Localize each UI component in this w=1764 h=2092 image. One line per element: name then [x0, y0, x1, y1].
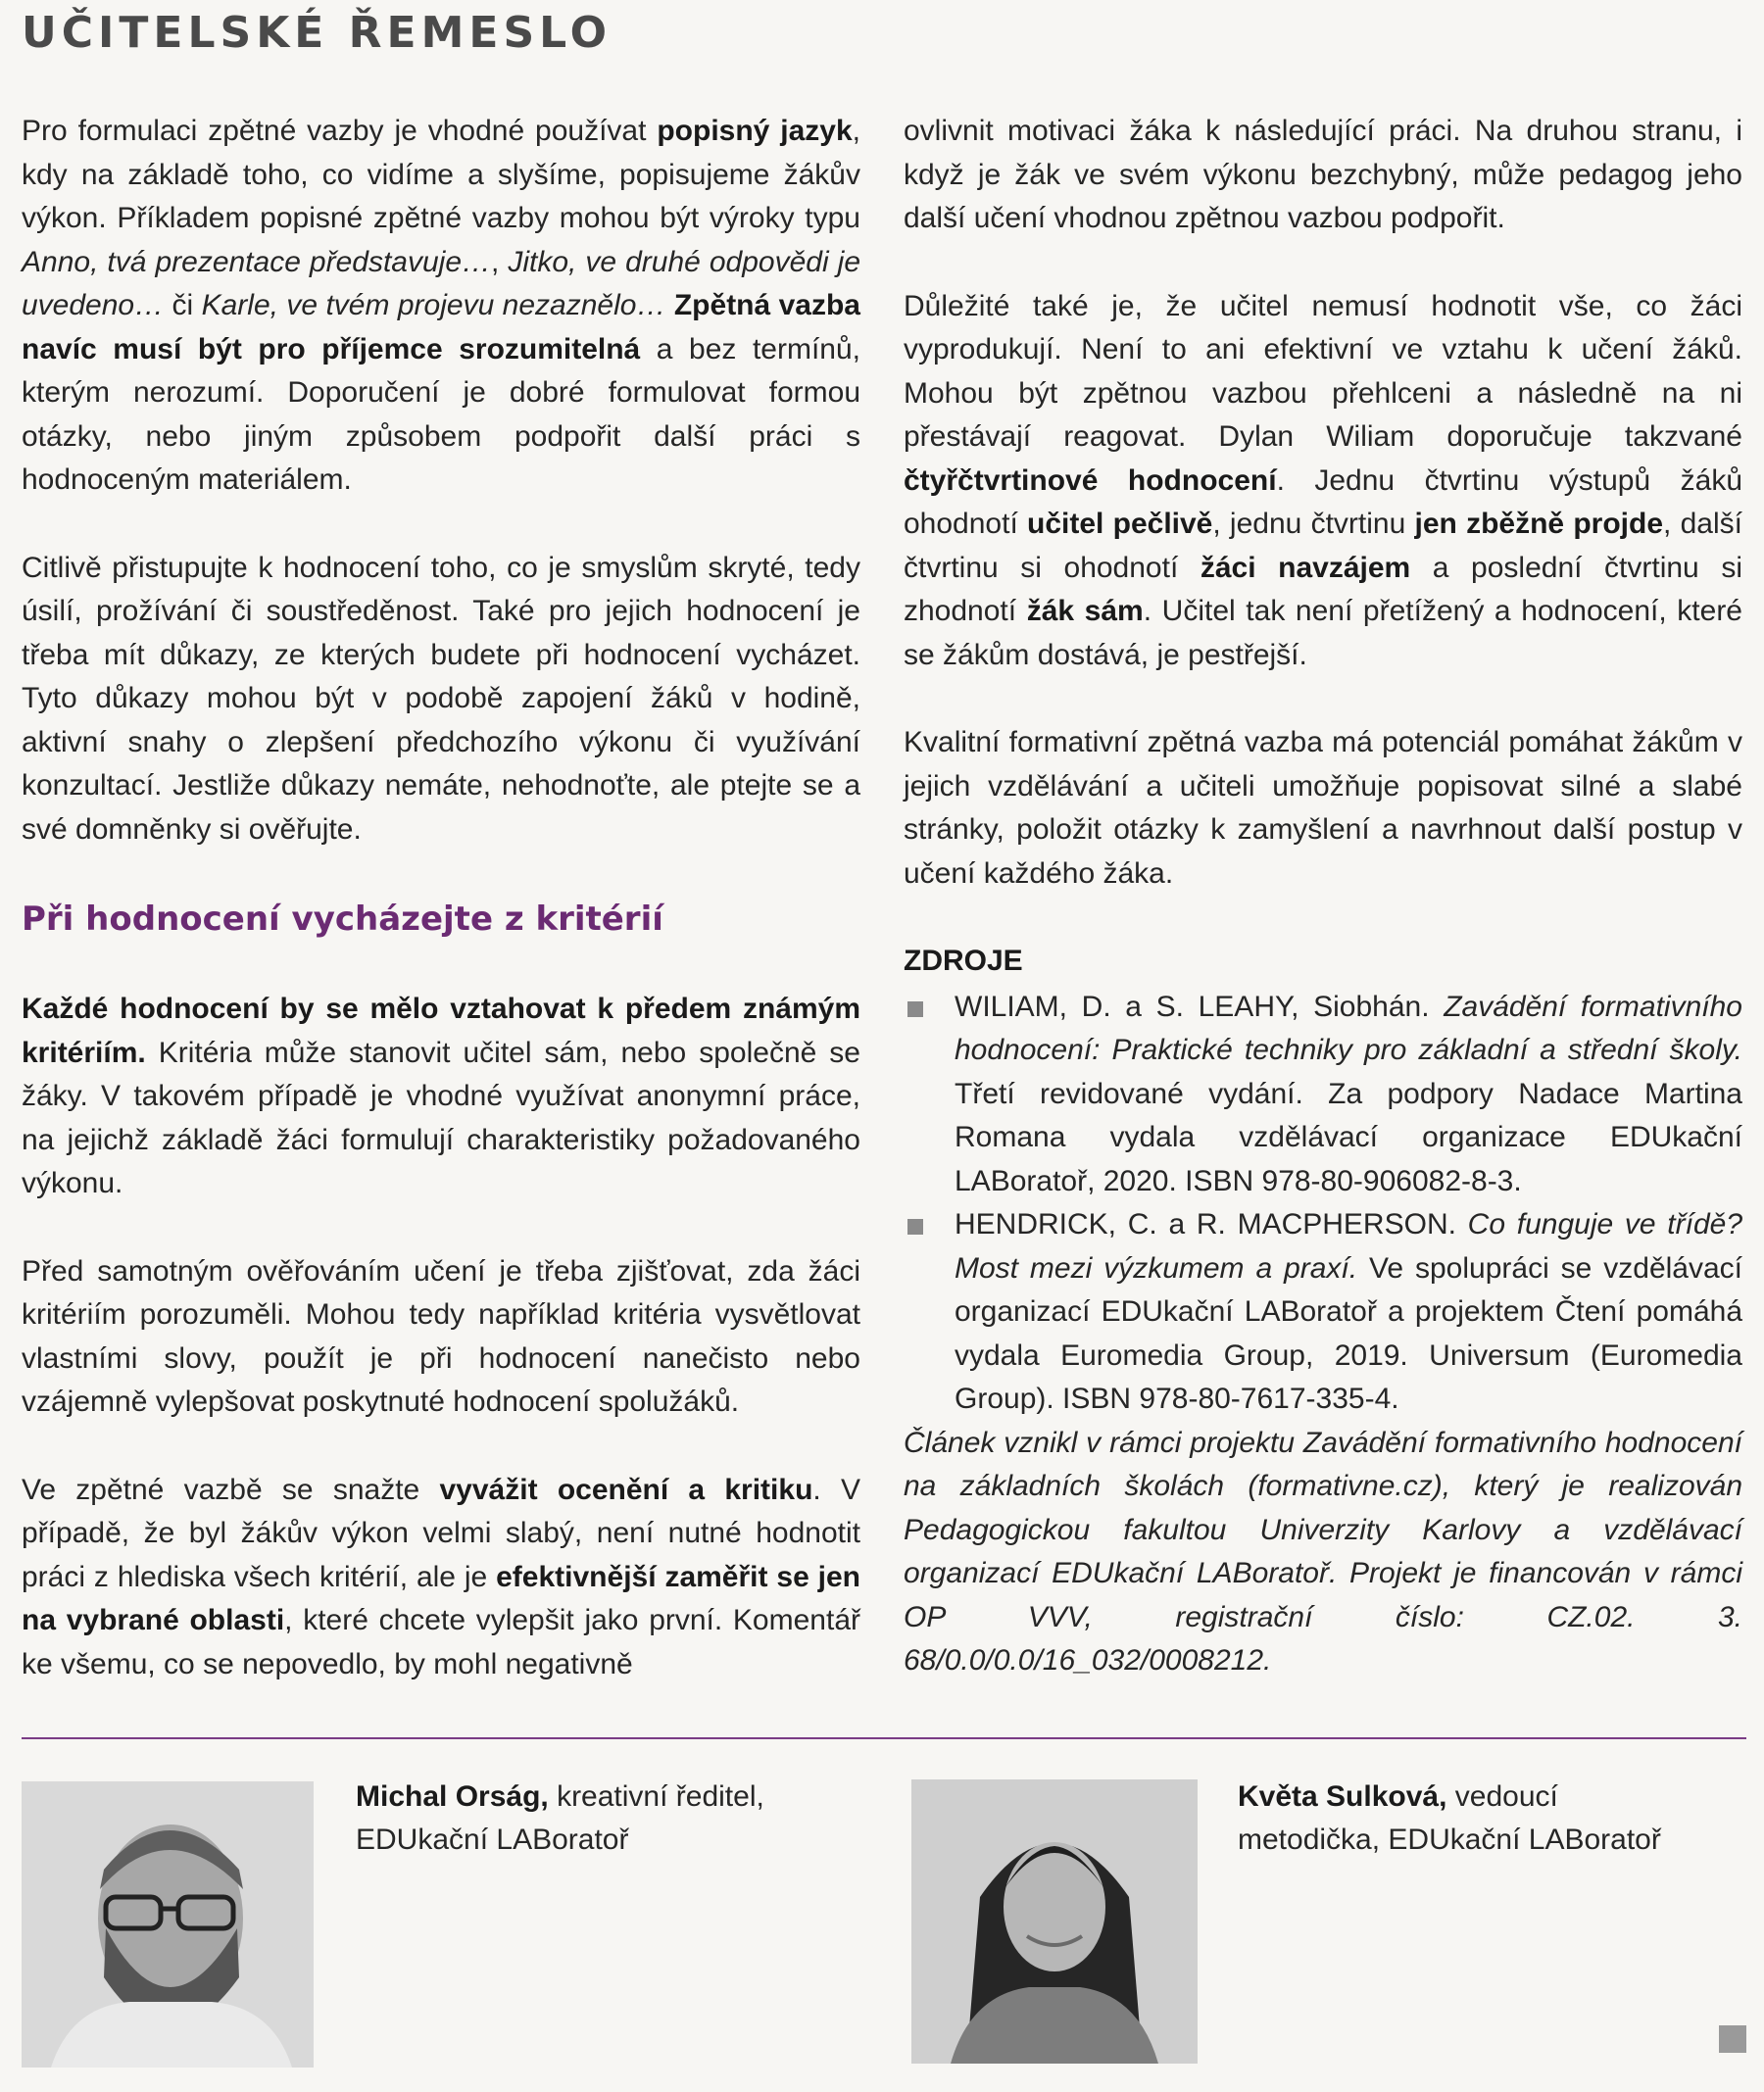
italic-text: Karle, ve tvém projevu nezaznělo… — [201, 289, 666, 321]
author-name: Květa Sulková, — [1238, 1780, 1447, 1813]
square-bullet-icon — [907, 1001, 923, 1017]
text-run: Před samotným ověřováním učení je třeba zjišťovat, zda žáci kritériím porozuměli. Mohou tedy například kritéria vysvětlovat vlastními slovy, použít je při hodnocení nanečisto nebo vzájemně vylepšovat poskytnuté hodnocení spolužáků. — [22, 1254, 860, 1418]
bold-text: jen zběžně projde — [1414, 508, 1664, 540]
divider — [22, 1737, 1746, 1739]
text-run: , — [491, 245, 509, 278]
bold-text: čtyřčtvrtinové hodnocení — [904, 463, 1277, 497]
bold-text: vyvážit ocenění a kritiku — [439, 1473, 813, 1506]
author-caption-1 — [356, 1776, 816, 1862]
author-role: kreativní ředitel, EDUkační LABoratoř — [356, 1780, 764, 1856]
bold-text: Každé hodnocení by se mělo vztahovat k předem známým kritériím. — [22, 993, 860, 1069]
section-header: UČITELSKÉ ŘEMESLO — [22, 8, 612, 58]
text-run: , další čtvrtinu si ohodnotí — [904, 508, 1742, 584]
text-run: . V případě, že byl žákův výkon velmi slabý, není nutné hodnotit práci z hlediska všech kritérií, ale je — [22, 1473, 861, 1593]
text-run: HENDRICK, C. a R. MACPHERSON. — [955, 1208, 1468, 1241]
text-run: a poslední čtvrtinu si zhodnotí — [904, 551, 1742, 627]
source-item — [904, 986, 1742, 1204]
text-run: , jednu čtvrtinu — [1212, 508, 1415, 540]
text-run: , kdy na základě toho, co vidíme a slyšíme, popisujeme žákův výkon. Příkladem popisné zpětné vazby mohou být výroky typu — [22, 115, 860, 234]
left-column — [22, 110, 860, 1730]
source-text — [955, 991, 1742, 1197]
source-text — [955, 1208, 1742, 1415]
paragraph — [904, 721, 1742, 896]
text-run: a bez termínů, kterým nerozumí. Doporučení je dobré formulovat formou otázky, nebo jiným způsobem podpořit další práci s hodnoceným materiálem. — [22, 332, 860, 496]
source-item — [904, 1203, 1742, 1422]
paragraph — [22, 988, 860, 1206]
square-bullet-icon — [907, 1219, 923, 1235]
author-role: vedoucí metodička, EDUkační LABoratoř — [1238, 1780, 1661, 1856]
bold-text: efektivnější zaměřit se jen na vybrané oblasti — [22, 1560, 860, 1636]
bold-text: popisný jazyk — [657, 115, 853, 147]
text-run: , které chcete vylepšit jako první. Komentář ke všemu, co se nepovedlo, by mohl negativně — [22, 1604, 860, 1680]
author-photo-kveta — [911, 1779, 1198, 2064]
text-run: Důležité také je, že učitel nemusí hodnotit vše, co žáci vyprodukují. Není to ani efektivní ve vztahu k učení žáků. Mohou být zpětnou vazbou přehlceni a následně na ni přestávají reagovat. Dylan Wiliam doporučuje takzvané — [904, 289, 1742, 453]
text-run: Pro formulaci zpětné vazby je vhodné používat — [22, 115, 658, 147]
bold-text: žák sám — [1026, 595, 1144, 627]
bold-text: žáci navzájem — [1200, 551, 1411, 584]
italic-text: Zavádění formativního hodnocení: Praktické techniky pro základní a střední školy. — [955, 990, 1742, 1066]
paragraph — [22, 1469, 860, 1687]
italic-text: Jitko, ve druhé odpovědi je uvedeno… — [22, 245, 861, 321]
text-run: ovlivnit motivaci žáka k následující práci. Na druhou stranu, i když je žák ve svém výkonu bezchybný, může pedagog jeho další učení vhodnou zpětnou vazbou podpořit. — [904, 115, 1742, 234]
project-note: Článek vznikl v rámci projektu Zavádění formativního hodnocení na základních školách (formativne.cz), který je realizován Pedagogickou fakultou Univerzity Karlovy a vzdělávací organizací EDUkační LABoratoř. Projekt je financován v rámci OP VVV, registrační číslo: CZ.02. 3. 68/0.0/0.0/16_032/0008212. — [904, 1426, 1742, 1677]
sources-heading: ZDROJE — [904, 945, 1023, 977]
author-photo-michal — [22, 1781, 314, 2068]
text-run: Třetí revidované vydání. Za podpory Nadace Martina Romana vydala vzdělávací organizace EDUkační LABoratoř, 2020. ISBN 978-80-906082-8-3. — [955, 1077, 1742, 1197]
paragraph — [904, 110, 1742, 241]
text-run: či — [164, 289, 202, 321]
bold-text: učitel pečlivě — [1027, 508, 1213, 540]
author-name: Michal Orság, — [356, 1780, 549, 1813]
text-run: Kritéria může stanovit učitel sám, nebo společně se žáky. V takovém případě je vhodné využívat anonymní práce, na jejichž základě žáci formulují charakteristiky požadovaného výkonu. — [22, 1036, 860, 1199]
page-corner-square-icon — [1719, 2025, 1746, 2053]
paragraph — [22, 1250, 860, 1425]
text-run: Ve spolupráci se vzdělávací organizací EDUkační LABoratoř a projektem Čtení pomáhá vydala Euromedia Group, 2019. Universum (Euromedia Group). ISBN 978-80-7617-335-4. — [955, 1251, 1742, 1415]
italic-text: Anno, tvá prezentace představuje… — [22, 245, 492, 278]
author-caption-2 — [1238, 1776, 1698, 1862]
text-run: . Učitel tak není přetížený a hodnocení, které se žákům dostává, je pestřejší. — [904, 595, 1742, 671]
paragraph — [904, 285, 1742, 678]
paragraph — [22, 110, 860, 503]
text-run: . Jednu čtvrtinu výstupů žáků ohodnotí — [904, 463, 1743, 540]
text-run: Kvalitní formativní zpětná vazba má potenciál pomáhat žákům v jejich vzdělávání a učiteli umožňuje popisovat silné a slabé stránky, položit otázky k zamyšlení a navrhnout další postup v učení každého žáka. — [904, 726, 1742, 890]
text-run: Ve zpětné vazbě se snažte — [22, 1473, 440, 1506]
text-run: Citlivě přistupujte k hodnocení toho, co je smyslům skryté, tedy úsilí, prožívání či soustředěnost. Také pro jejich hodnocení je třeba mít důkazy, ze kterých budete při hodnocení vycházet. Tyto důkazy mohou být v podobě zapojení žáků v hodině, aktivní snahy o zlepšení předchozího výkonu či využívání konzultací. Jestliže důkazy nemáte, nehodnoťte, ale ptejte se a své domněnky si ověřujte. — [22, 551, 860, 846]
bold-text: Zpětná vazba navíc musí být pro příjemce srozumitelná — [22, 289, 860, 365]
right-column — [904, 110, 1742, 1727]
italic-text: Co funguje ve třídě? Most mezi výzkumem a praxí. — [955, 1208, 1743, 1285]
subheading: Při hodnocení vycházejte z kritérií — [22, 900, 663, 939]
paragraph — [22, 547, 860, 852]
text-run: WILIAM, D. a S. LEAHY, Siobhán. — [955, 990, 1445, 1023]
text-run — [665, 289, 673, 321]
